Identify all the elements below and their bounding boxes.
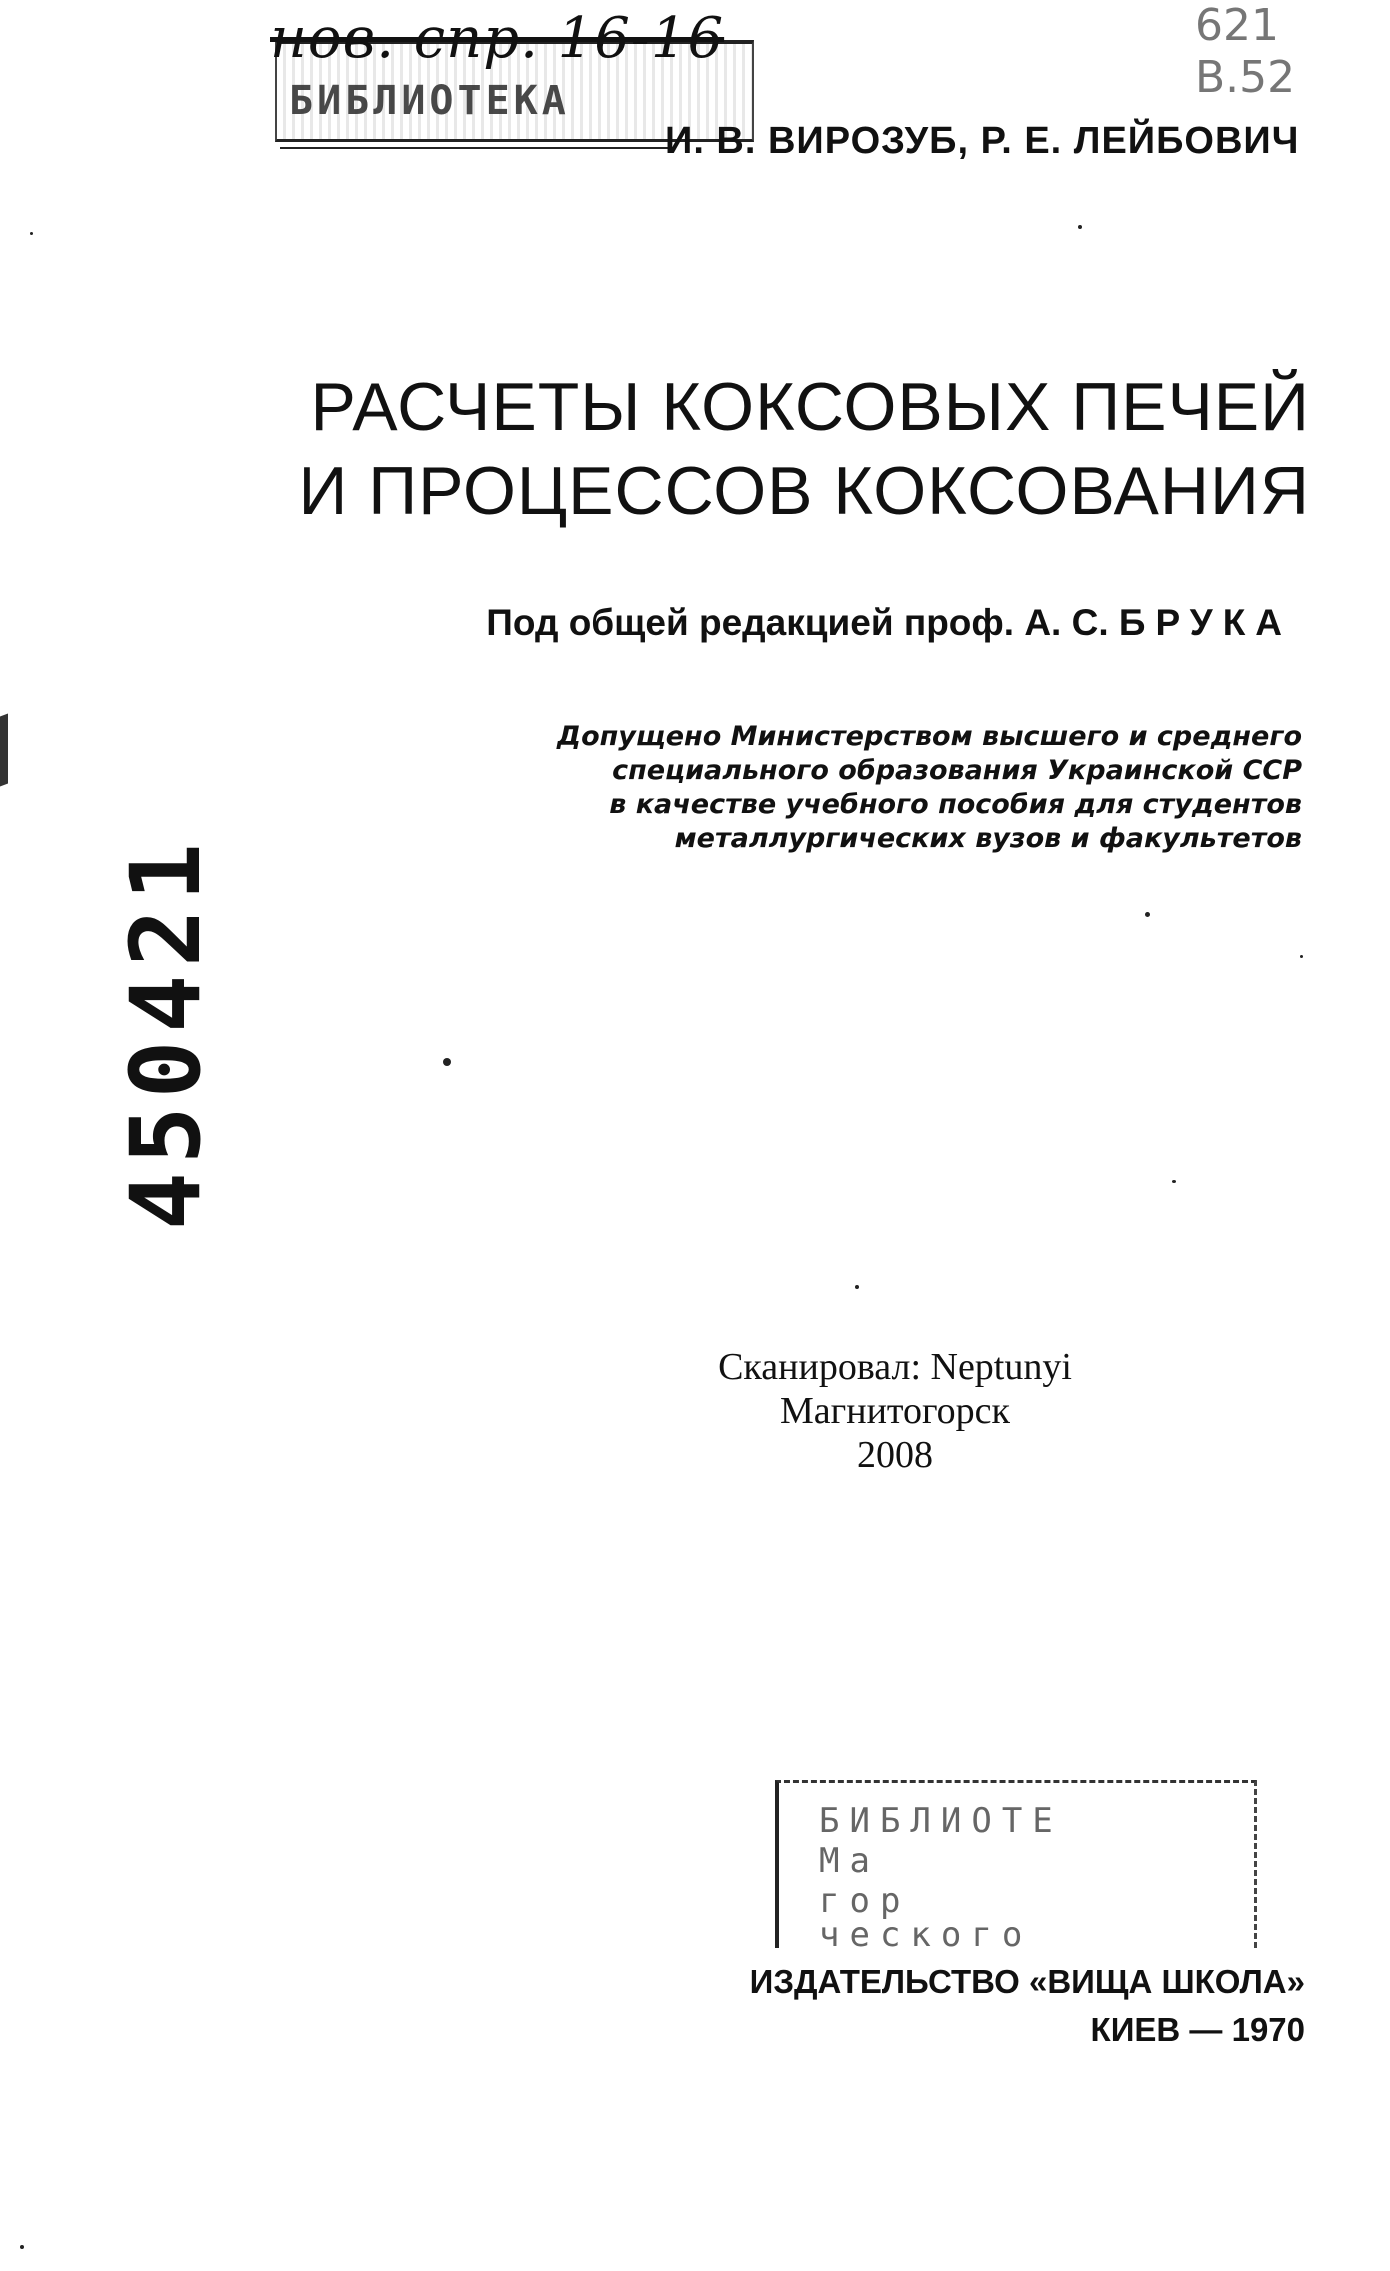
dust-speck	[1172, 1180, 1176, 1183]
editor-prefix: Под общей редакцией проф. А. С.	[486, 602, 1109, 643]
library-stamp-text: БИБЛИОТЕКА	[289, 78, 570, 124]
publisher-block	[600, 1958, 1305, 2054]
scan-note-line-3: 2008	[857, 1434, 933, 1476]
title-line-2: И ПРОЦЕССОВ КОКСОВАНИЯ	[298, 453, 1310, 529]
publisher-place-year: КИЕВ — 1970	[1090, 2011, 1305, 2048]
dust-speck	[30, 232, 33, 235]
dust-speck	[1145, 912, 1150, 917]
bottom-library-stamp	[775, 1780, 1257, 1955]
dust-speck	[20, 2245, 24, 2249]
shelf-mark: 621 В.52	[1195, 0, 1296, 103]
publisher-name: ИЗДАТЕЛЬСТВО «ВИЩА ШКОЛА»	[749, 1963, 1305, 2000]
editor-surname: БРУКА	[1118, 602, 1292, 643]
title-line-1: РАСЧЕТЫ КОКСОВЫХ ПЕЧЕЙ	[310, 369, 1310, 445]
editor-line	[330, 602, 1292, 644]
dust-speck	[1078, 225, 1082, 229]
book-title	[280, 365, 1310, 533]
inventory-number: 450421	[110, 835, 222, 1230]
handwritten-note: нов. спр. 16-16	[270, 6, 725, 71]
stamp-line-1: БИБЛИОТЕ	[819, 1801, 1063, 1841]
approval-line: Допущено Министерством высшего и среднего	[557, 721, 1302, 752]
header-rule	[280, 147, 670, 149]
stamp-line-3: гор	[819, 1881, 911, 1921]
scan-note-line-2: Магнитогорск	[780, 1390, 1010, 1432]
dust-speck	[1300, 955, 1303, 958]
dust-speck	[855, 1285, 859, 1289]
approval-line: металлургических вузов и факультетов	[674, 823, 1302, 854]
approval-line: специального образования Украинской ССР	[612, 755, 1302, 786]
edge-mark	[0, 714, 8, 787]
scan-note-line-1: Сканировал: Neptunyi	[718, 1346, 1072, 1388]
scan-note	[700, 1345, 1090, 1477]
authors: И. В. ВИРОЗУБ, Р. Е. ЛЕЙБОВИЧ	[665, 120, 1300, 162]
stamp-line-2: Ма	[819, 1841, 880, 1881]
dust-speck	[443, 1058, 451, 1066]
stamp-line-4: ческого	[819, 1915, 1033, 1955]
approval-line: в качестве учебного пособия для студентов	[609, 789, 1302, 820]
approval-note	[460, 720, 1302, 856]
